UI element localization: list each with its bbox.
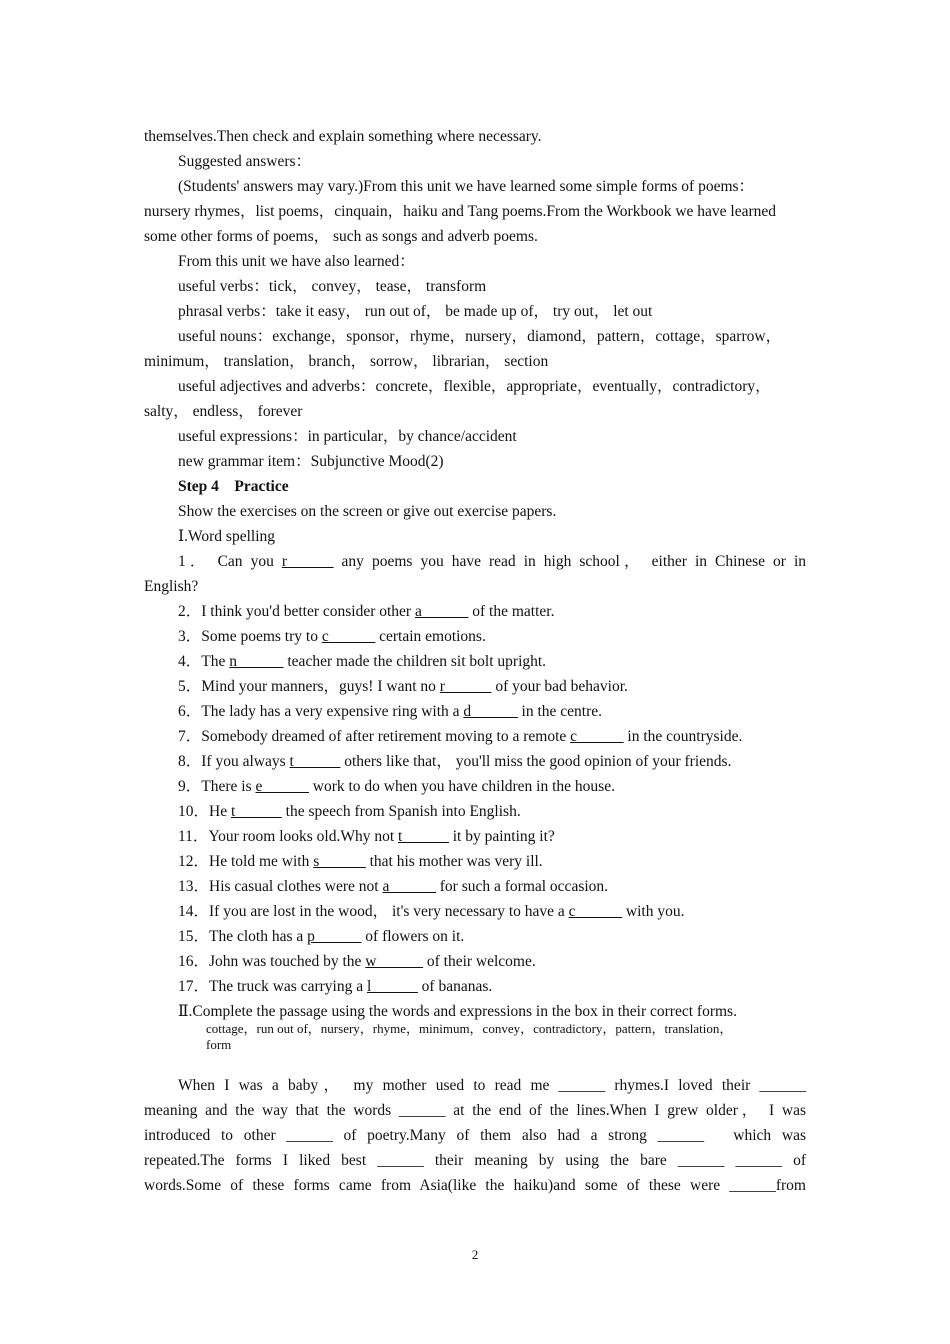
answer-blank: a______ bbox=[382, 878, 436, 895]
exercise-item: 14．If you are lost in the wood， it's very necessary to have a c______ with you. bbox=[178, 903, 685, 920]
step-heading: Step 4 Practice bbox=[178, 478, 289, 495]
paragraph-line: Suggested answers： bbox=[178, 153, 312, 170]
exercise-item: 16．John was touched by the w______ of their welcome. bbox=[178, 953, 536, 970]
answer-blank: r______ bbox=[439, 678, 492, 695]
exercise-item: 17．The truck was carrying a l______ of bananas. bbox=[178, 978, 493, 995]
answer-blank: s______ bbox=[313, 853, 366, 870]
answer-blank: r______ bbox=[281, 553, 334, 570]
exercise-item: 13．His casual clothes were not a______ for such a formal occasion. bbox=[178, 878, 609, 895]
passage-line: meaning and the way that the words ______ at the end of the lines.When I grew older， I was bbox=[144, 1102, 806, 1119]
paragraph-line: salty， endless， forever bbox=[144, 403, 303, 420]
paragraph-line: useful nouns：exchange，sponsor，rhyme，nursery，diamond，pattern，cottage，sparrow， bbox=[178, 328, 782, 345]
exercise-item: 15．The cloth has a p______ of flowers on it. bbox=[178, 928, 465, 945]
exercise-item-continuation: English? bbox=[144, 578, 199, 595]
paragraph-line: (Students' answers may vary.)From this unit we have learned some simple forms of poems： bbox=[178, 178, 755, 195]
exercise-item: 8．If you always t______ others like that， you'll miss the good opinion of your friends. bbox=[178, 753, 732, 770]
exercise-item: 2．I think you'd better consider other a______ of the matter. bbox=[178, 603, 555, 620]
page-number: 2 bbox=[471, 1247, 479, 1262]
exercise-item: 7．Somebody dreamed of after retirement moving to a remote c______ in the countryside. bbox=[178, 728, 743, 745]
section-title: Ⅰ.Word spelling bbox=[178, 528, 276, 545]
exercise-item: 5．Mind your manners，guys! I want no r______ of your bad behavior. bbox=[178, 678, 628, 695]
word-box-line: form bbox=[206, 1037, 232, 1052]
answer-blank: l______ bbox=[366, 978, 418, 995]
answer-blank: c______ bbox=[570, 728, 624, 745]
answer-blank: p______ bbox=[307, 928, 362, 945]
answer-blank: c______ bbox=[321, 628, 376, 645]
paragraph-line: phrasal verbs：take it easy， run out of， be made up of， try out， let out bbox=[178, 303, 653, 320]
paragraph-line: new grammar item：Subjunctive Mood(2) bbox=[178, 453, 444, 470]
answer-blank: t______ bbox=[398, 828, 449, 845]
passage-line: When I was a baby， my mother used to read me ______ rhymes.I loved their ______ bbox=[178, 1077, 806, 1094]
answer-blank: n______ bbox=[229, 653, 284, 670]
answer-blank: t______ bbox=[289, 753, 341, 770]
exercise-item: 3．Some poems try to c______ certain emotions. bbox=[178, 628, 486, 645]
exercise-item: 10．He t______ the speech from Spanish into English. bbox=[178, 803, 521, 820]
passage-line: introduced to other ______ of poetry.Many of them also had a strong ______ which was bbox=[144, 1127, 806, 1144]
passage-line: repeated.The forms I liked best ______ their meaning by using the bare ______ ______ of bbox=[144, 1152, 806, 1169]
answer-blank: a______ bbox=[414, 603, 469, 620]
exercise-item: 11．Your room looks old.Why not t______ it by painting it? bbox=[178, 828, 555, 845]
answer-blank: c______ bbox=[568, 903, 623, 920]
passage-line: words.Some of these forms came from Asia(like the haiku)and some of these were ______from bbox=[144, 1177, 806, 1194]
paragraph-line: nursery rhymes，list poems，cinquain，haiku and Tang poems.From the Workbook we have learned bbox=[144, 203, 777, 220]
word-box-line: cottage，run out of，nursery，rhyme，minimum，convey，contradictory，pattern，translation， bbox=[206, 1021, 733, 1036]
paragraph-line: From this unit we have also learned： bbox=[178, 253, 415, 270]
paragraph-line: Show the exercises on the screen or give out exercise papers. bbox=[178, 503, 557, 520]
exercise-item: 4．The n______ teacher made the children sit bolt upright. bbox=[178, 653, 547, 670]
paragraph-line: useful expressions：in particular，by chance/accident bbox=[178, 428, 517, 445]
paragraph-line: some other forms of poems， such as songs and adverb poems. bbox=[144, 228, 538, 245]
answer-blank: w______ bbox=[365, 953, 423, 970]
exercise-item: 6．The lady has a very expensive ring with a d______ in the centre. bbox=[178, 703, 602, 720]
paragraph-line: minimum， translation， branch， sorrow， librarian， section bbox=[144, 353, 549, 370]
answer-blank: d______ bbox=[463, 703, 518, 720]
answer-blank: t______ bbox=[230, 803, 282, 820]
exercise-item: 9．There is e______ work to do when you have children in the house. bbox=[178, 778, 615, 795]
answer-blank: e______ bbox=[255, 778, 309, 795]
paragraph-line: themselves.Then check and explain something where necessary. bbox=[144, 128, 542, 145]
paragraph-line: useful verbs：tick， convey， tease， transform bbox=[178, 278, 487, 295]
exercise-item: 1． Can you r______ any poems you have read in high school， either in Chinese or in bbox=[178, 553, 806, 570]
section-title: Ⅱ.Complete the passage using the words and expressions in the box in their correct forms. bbox=[178, 1003, 737, 1020]
exercise-item: 12．He told me with s______ that his mother was very ill. bbox=[178, 853, 543, 870]
paragraph-line: useful adjectives and adverbs：concrete，flexible，appropriate，eventually，contradictory， bbox=[178, 378, 771, 395]
